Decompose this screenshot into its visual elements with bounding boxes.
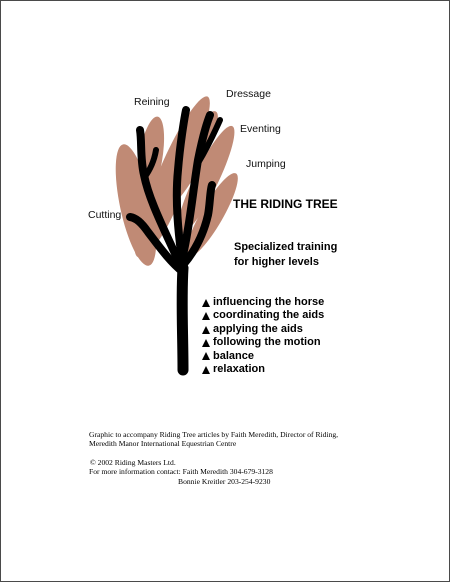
trunk — [182, 268, 183, 370]
label-reining: Reining — [134, 96, 170, 108]
list-item: balance — [202, 350, 324, 363]
triangle-bullet-icon — [202, 299, 210, 307]
label-cutting: Cutting — [88, 209, 122, 221]
label-dressage: Dressage — [226, 88, 271, 100]
footer-line-1: Graphic to accompany Riding Tree articles by Faith Meredith, Director of Riding, — [89, 430, 339, 439]
contact-line-2: Bonnie Kreitler 203-254-9230 — [178, 476, 271, 486]
specialized-line-2: for higher levels — [234, 256, 319, 268]
list-item: influencing the horse — [202, 296, 324, 309]
foundation-list — [202, 296, 324, 376]
specialized-line-1: Specialized training — [234, 241, 338, 253]
triangle-bullet-icon — [202, 326, 210, 334]
triangle-bullet-icon — [202, 312, 210, 320]
triangle-bullet-icon — [202, 339, 210, 347]
triangle-bullet-icon — [202, 366, 210, 374]
footer-line-2: Meredith Manor International Equestrian Centre — [89, 439, 237, 449]
footer-credits — [89, 430, 338, 486]
label-eventing: Eventing — [240, 123, 281, 135]
list-item: applying the aids — [202, 323, 324, 336]
diagram-title: THE RIDING TREE — [233, 197, 338, 211]
contact-line-1: For more information contact: Faith Meredith 304-679-3128 — [89, 467, 273, 477]
copyright: © 2002 Riding Masters Ltd. — [90, 457, 176, 467]
triangle-bullet-icon — [202, 352, 210, 360]
list-item: coordinating the aids — [202, 309, 324, 322]
list-item: relaxation — [202, 363, 324, 376]
specialized-training-text — [234, 240, 337, 270]
label-jumping: Jumping — [246, 158, 286, 170]
list-item: following the motion — [202, 336, 324, 349]
